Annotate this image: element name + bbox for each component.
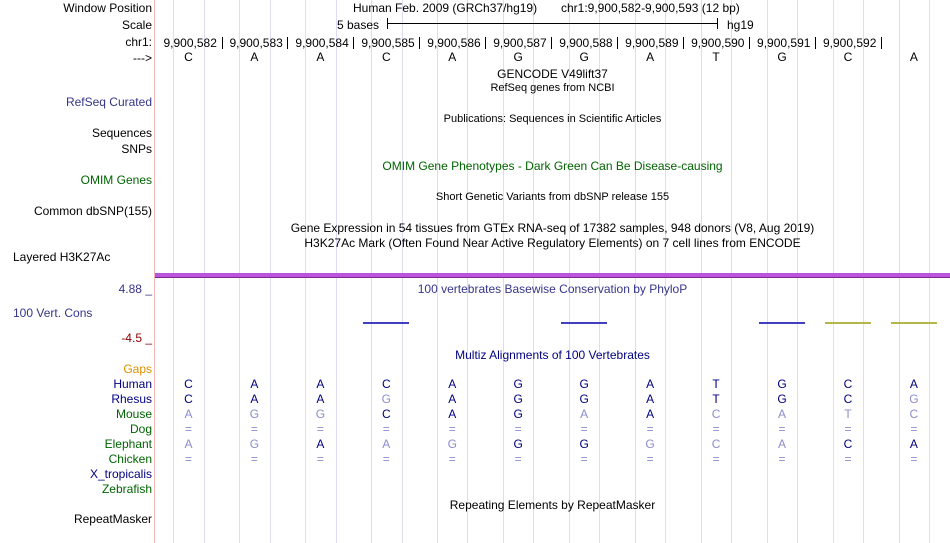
coordinate-tick bbox=[749, 37, 750, 49]
position-text: chr1:9,900,582-9,900,593 (12 bp) bbox=[561, 1, 740, 15]
assembly-title: Human Feb. 2009 (GRCh37/hg19) bbox=[353, 1, 538, 15]
alignment-base: A bbox=[909, 377, 918, 391]
coordinate-tick bbox=[683, 37, 684, 49]
dna-base: A bbox=[448, 50, 457, 64]
alignment-base: A bbox=[777, 437, 786, 451]
alignment-base: G bbox=[513, 392, 523, 406]
assembly-db-label: hg19 bbox=[727, 18, 754, 32]
alignment-base: = bbox=[382, 452, 390, 466]
alignment-base: = bbox=[250, 452, 258, 466]
phylop-mark bbox=[825, 322, 871, 324]
alignment-base: A bbox=[184, 407, 193, 421]
alignment-base: G bbox=[249, 437, 260, 451]
alignment-base: = bbox=[382, 422, 390, 436]
alignment-base: G bbox=[909, 392, 919, 406]
alignment-base: = bbox=[448, 422, 456, 436]
alignment-base: A bbox=[316, 437, 325, 451]
alignment-base: G bbox=[513, 377, 523, 391]
coordinate-label: 9,900,592 bbox=[823, 36, 877, 50]
coordinate-label: 9,900,582 bbox=[163, 36, 217, 50]
coordinate-tick bbox=[815, 37, 816, 49]
refseq-track-title[interactable]: RefSeq genes from NCBI bbox=[490, 82, 615, 94]
dna-base: G bbox=[777, 50, 787, 64]
alignment-base: G bbox=[249, 407, 260, 421]
alignment-base: A bbox=[777, 407, 786, 421]
species-label-zebrafish[interactable]: Zebrafish bbox=[101, 482, 152, 496]
coordinate-tick bbox=[881, 37, 882, 49]
alignment-base: A bbox=[646, 392, 655, 406]
alignment-base: A bbox=[184, 437, 193, 451]
alignment-base: = bbox=[184, 452, 192, 466]
dna-base: C bbox=[381, 50, 391, 64]
alignment-base: = bbox=[778, 452, 786, 466]
species-label-mouse[interactable]: Mouse bbox=[115, 407, 152, 421]
alignment-base: G bbox=[579, 392, 589, 406]
track-label-sequences[interactable]: Sequences bbox=[91, 126, 152, 140]
alignment-base: = bbox=[580, 422, 588, 436]
phylop-mark bbox=[891, 322, 937, 324]
species-label-rhesus[interactable]: Rhesus bbox=[111, 392, 152, 406]
coordinate-tick bbox=[222, 37, 223, 49]
coordinate-label: 9,900,585 bbox=[361, 36, 415, 50]
coordinate-label: 9,900,587 bbox=[493, 36, 547, 50]
coordinate-label: 9,900,584 bbox=[295, 36, 349, 50]
scale-bar-label: 5 bases bbox=[337, 18, 380, 32]
alignment-base: A bbox=[448, 377, 457, 391]
phylop-mark bbox=[363, 322, 409, 324]
alignment-base: = bbox=[712, 422, 720, 436]
phylop-track-title[interactable]: 100 vertebrates Basewise Conservation by PhyloP bbox=[417, 282, 688, 296]
track-area[interactable] bbox=[155, 0, 950, 543]
species-label-dog[interactable]: Dog bbox=[129, 422, 152, 436]
alignment-base: T bbox=[712, 392, 720, 406]
alignment-base: A bbox=[646, 407, 655, 421]
dna-base: C bbox=[184, 50, 193, 64]
alignment-base: C bbox=[381, 377, 391, 391]
alignment-base: C bbox=[843, 437, 853, 451]
dna-base: A bbox=[646, 50, 655, 64]
alignment-base: = bbox=[514, 422, 522, 436]
alignment-base: = bbox=[250, 422, 258, 436]
alignment-base: C bbox=[711, 407, 721, 421]
species-label-elephant[interactable]: Elephant bbox=[104, 437, 152, 451]
multiz-track-title[interactable]: Multiz Alignments of 100 Vertebrates bbox=[455, 348, 650, 362]
alignment-base: A bbox=[580, 407, 589, 421]
alignment-base: C bbox=[843, 392, 853, 406]
alignment-base: = bbox=[316, 422, 324, 436]
alignment-base: G bbox=[513, 437, 523, 451]
alignment-base: G bbox=[645, 437, 655, 451]
coordinate-label: 9,900,583 bbox=[229, 36, 283, 50]
alignment-base: G bbox=[777, 377, 787, 391]
coordinate-label: 9,900,590 bbox=[691, 36, 745, 50]
alignment-base: = bbox=[910, 422, 918, 436]
omim-track-title[interactable]: OMIM Gene Phenotypes - Dark Green Can Be Disease-causing bbox=[382, 159, 723, 173]
alignment-base: G bbox=[513, 407, 523, 421]
dna-base: C bbox=[843, 50, 853, 64]
alignment-base: G bbox=[381, 392, 391, 406]
alignment-base: = bbox=[646, 422, 654, 436]
cons-min-label: -4.5 _ bbox=[121, 331, 152, 345]
chrom-label: chr1: bbox=[125, 35, 152, 49]
track-label-refseq[interactable]: RefSeq Curated bbox=[65, 95, 152, 109]
alignment-base: = bbox=[514, 452, 522, 466]
scale-label: Scale bbox=[121, 18, 152, 32]
coordinate-label: 9,900,591 bbox=[757, 36, 811, 50]
alignment-base: A bbox=[316, 377, 325, 391]
alignment-base: = bbox=[844, 452, 852, 466]
alignment-base: = bbox=[316, 452, 324, 466]
alignment-base: C bbox=[184, 377, 193, 391]
phylop-mark bbox=[759, 322, 805, 324]
gtex-track-title[interactable]: Gene Expression in 54 tissues from GTEx RNA-seq of 17382 samples, 948 donors (V8, Aug 2019) bbox=[290, 221, 815, 235]
alignment-base: G bbox=[579, 437, 589, 451]
coordinate-tick bbox=[287, 37, 288, 49]
alignment-base: = bbox=[712, 452, 720, 466]
alignment-base: A bbox=[646, 377, 655, 391]
dna-base: G bbox=[579, 50, 589, 64]
publications-track-title[interactable]: Publications: Sequences in Scientific Articles bbox=[443, 113, 662, 125]
alignment-base: A bbox=[250, 377, 259, 391]
alignment-base: = bbox=[580, 452, 588, 466]
alignment-base: A bbox=[448, 392, 457, 406]
species-label-human[interactable]: Human bbox=[113, 377, 152, 391]
alignment-base: G bbox=[315, 407, 326, 421]
alignment-base: A bbox=[250, 392, 259, 406]
alignment-base: A bbox=[448, 407, 457, 421]
cons-max-label: 4.88 _ bbox=[118, 282, 152, 296]
alignment-base: C bbox=[184, 392, 193, 406]
alignment-base: C bbox=[909, 407, 919, 421]
phylop-mark bbox=[561, 322, 607, 324]
alignment-base: G bbox=[579, 377, 589, 391]
strand-toggle[interactable]: ---> bbox=[133, 51, 152, 65]
alignment-base: = bbox=[448, 452, 456, 466]
species-label-x_tropicalis[interactable]: X_tropicalis bbox=[89, 467, 152, 481]
scale-bar-right-tick bbox=[717, 18, 718, 29]
h3k27ac-track-title[interactable]: H3K27Ac Mark (Often Found Near Active Regulatory Elements) on 7 cell lines from ENCODE bbox=[304, 236, 801, 250]
alignment-base: G bbox=[447, 437, 457, 451]
alignment-base: = bbox=[910, 452, 918, 466]
window-position-label: Window Position bbox=[63, 1, 152, 15]
alignment-base: C bbox=[711, 437, 721, 451]
alignment-base: = bbox=[778, 422, 786, 436]
track-labels-column bbox=[0, 0, 155, 543]
dna-base: A bbox=[250, 50, 259, 64]
alignment-base: A bbox=[316, 392, 325, 406]
alignment-base: A bbox=[909, 437, 918, 451]
track-label-dbsnp[interactable]: Common dbSNP(155) bbox=[33, 204, 152, 218]
coordinate-label: 9,900,586 bbox=[427, 36, 481, 50]
coordinate-tick bbox=[617, 37, 618, 49]
coordinate-tick bbox=[419, 37, 420, 49]
coordinate-tick bbox=[485, 37, 486, 49]
dna-base: G bbox=[513, 50, 523, 64]
track-label-snps[interactable]: SNPs bbox=[121, 142, 152, 156]
alignment-base: = bbox=[646, 452, 654, 466]
repeatmasker-track-title[interactable]: Repeating Elements by RepeatMasker bbox=[449, 498, 656, 512]
coordinate-tick bbox=[551, 37, 552, 49]
alignment-base: G bbox=[777, 392, 787, 406]
alignment-base: C bbox=[843, 377, 853, 391]
alignment-base: T bbox=[844, 407, 852, 421]
alignment-base: T bbox=[712, 377, 720, 391]
track-label-gaps[interactable]: Gaps bbox=[123, 362, 152, 376]
dna-base: A bbox=[909, 50, 918, 64]
coordinate-tick bbox=[353, 37, 354, 49]
track-label-h3k27ac[interactable]: Layered H3K27Ac bbox=[13, 250, 111, 264]
track-label-repeatmasker[interactable]: RepeatMasker bbox=[73, 512, 152, 526]
species-label-chicken[interactable]: Chicken bbox=[108, 452, 152, 466]
alignment-base: = bbox=[184, 422, 192, 436]
dbsnp-track-title[interactable]: Short Genetic Variants from dbSNP release 155 bbox=[435, 191, 670, 203]
gencode-track-title[interactable]: GENCODE V49lift37 bbox=[497, 67, 608, 81]
track-divider-bar-shadow bbox=[155, 277, 950, 278]
coordinate-label: 9,900,589 bbox=[625, 36, 679, 50]
dna-base: T bbox=[712, 50, 720, 64]
alignment-base: C bbox=[381, 407, 391, 421]
track-label-omim[interactable]: OMIM Genes bbox=[80, 173, 152, 187]
alignment-base: A bbox=[382, 437, 391, 451]
scale-bar bbox=[387, 23, 717, 24]
dna-base: A bbox=[316, 50, 325, 64]
track-label-cons[interactable]: 100 Vert. Cons bbox=[13, 306, 93, 320]
alignment-base: = bbox=[844, 422, 852, 436]
coordinate-label: 9,900,588 bbox=[559, 36, 613, 50]
